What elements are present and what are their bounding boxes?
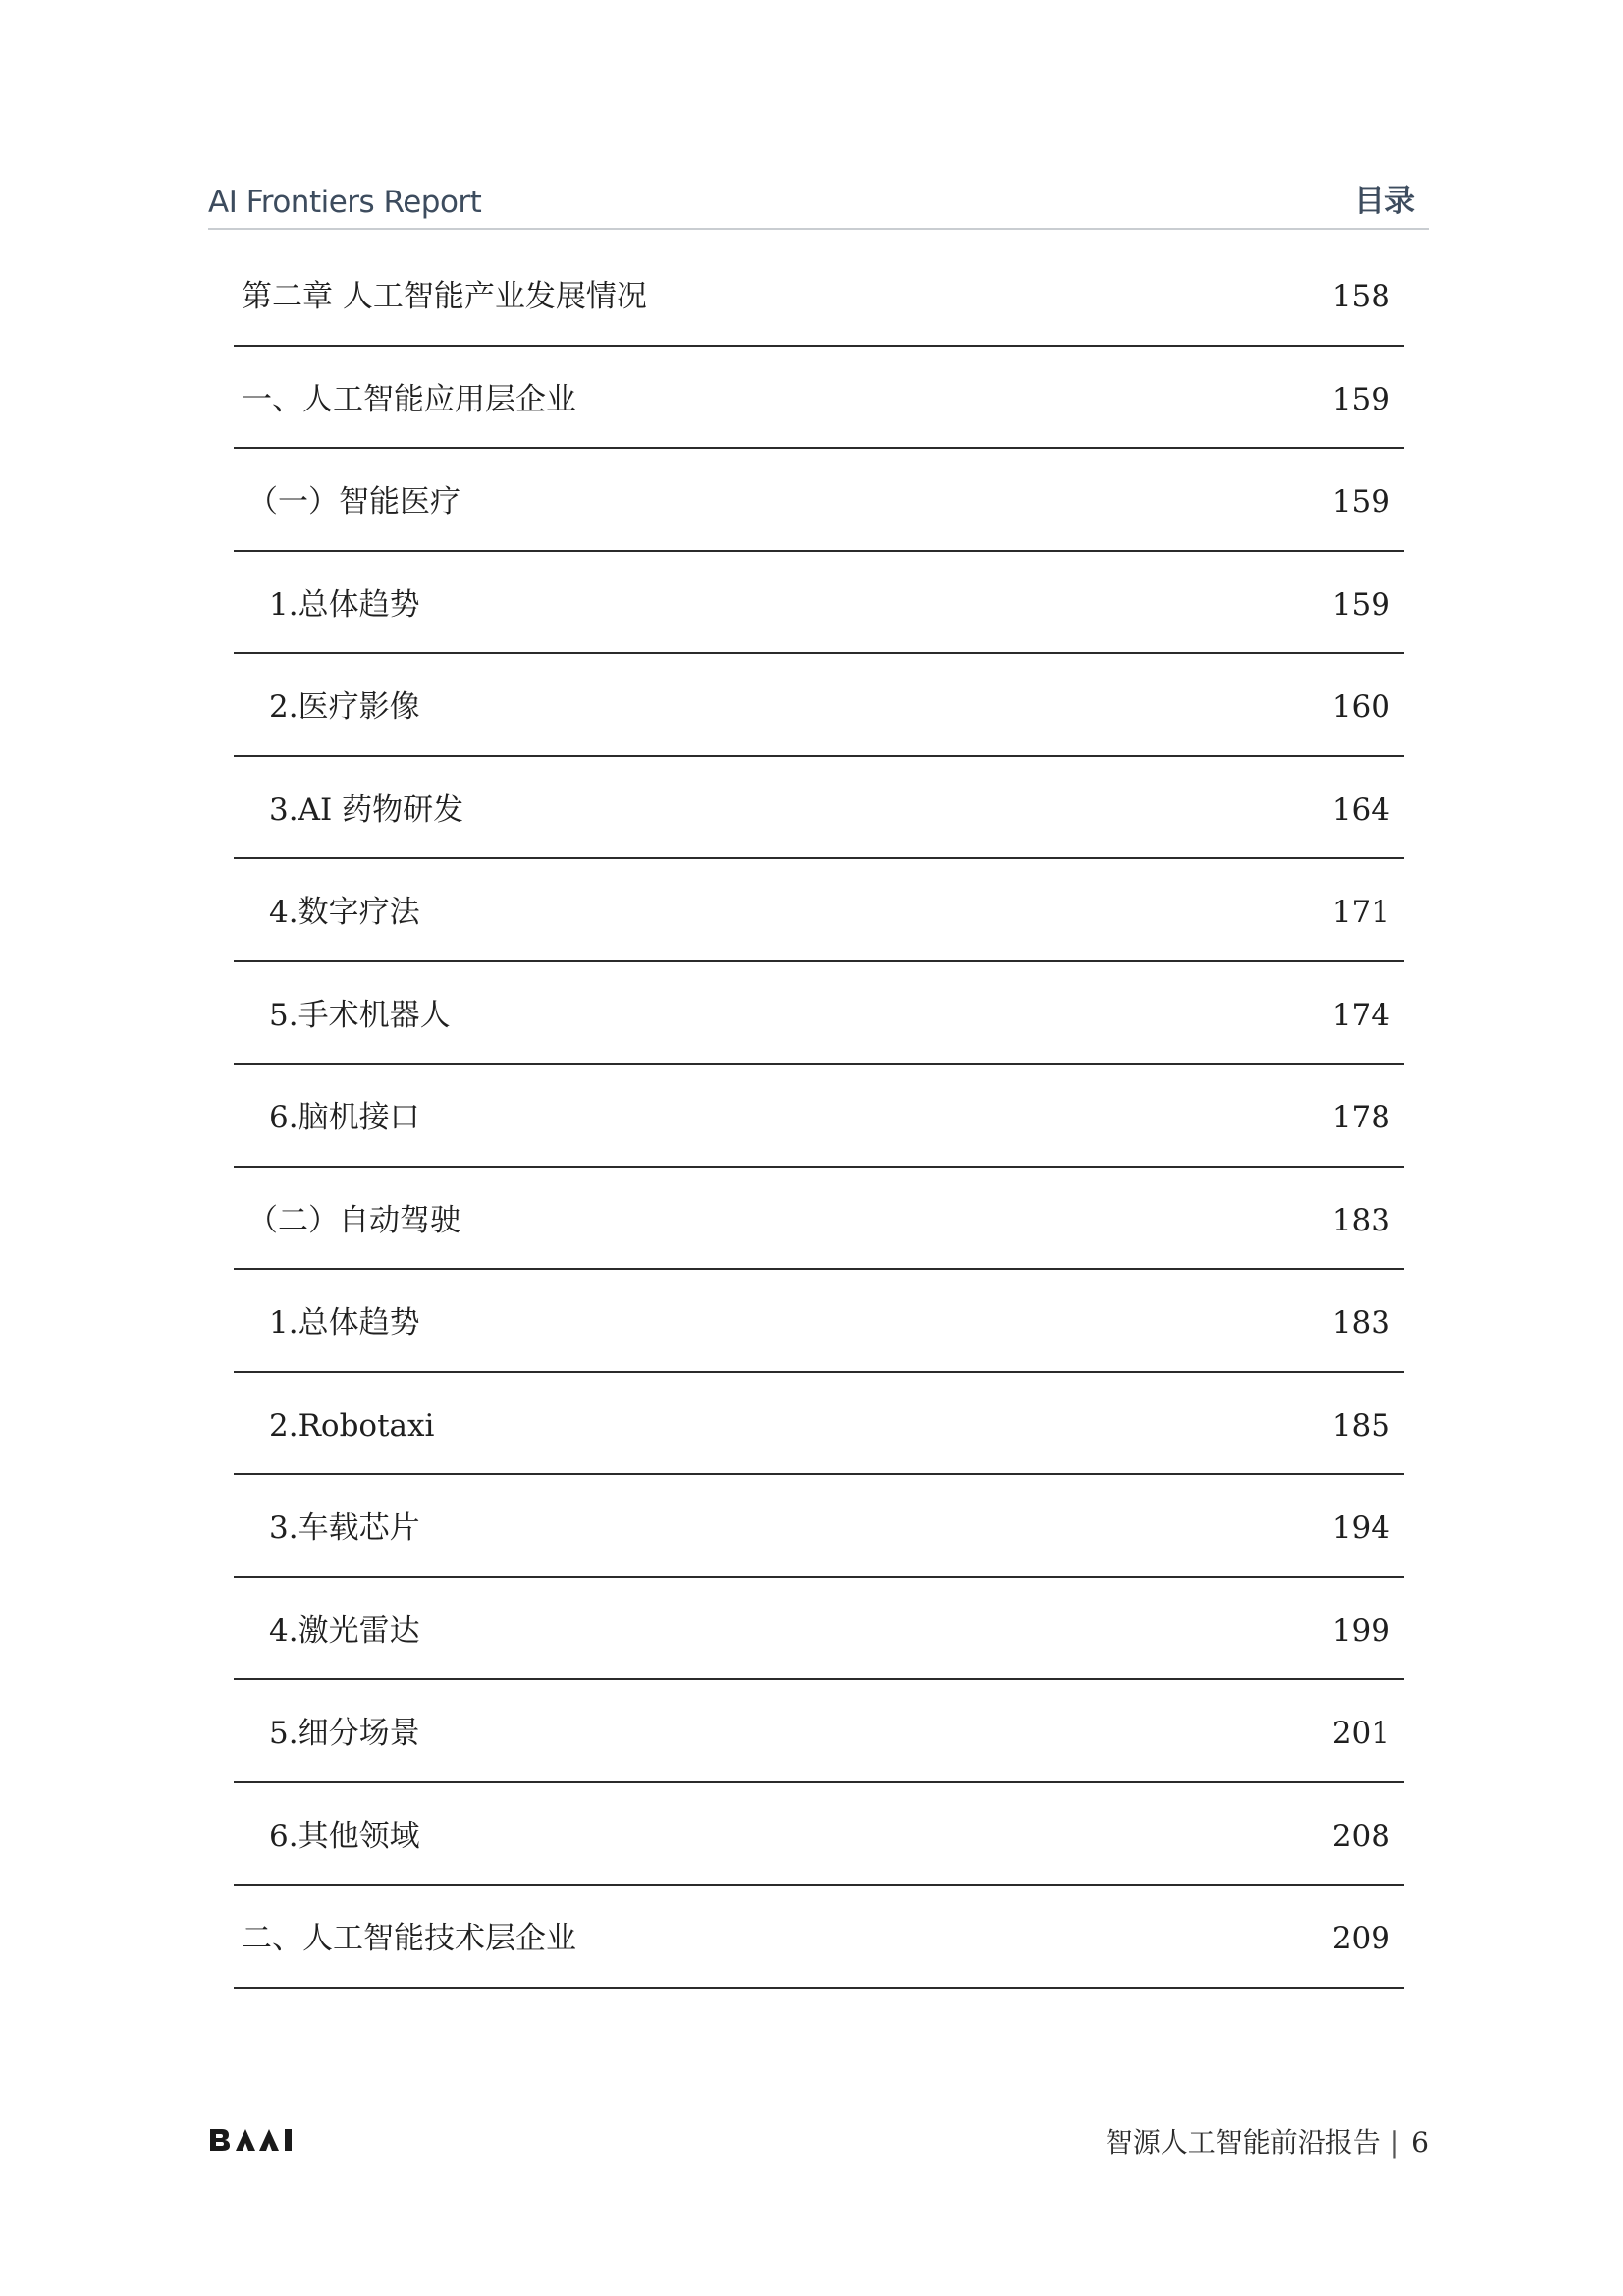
- toc-entry[interactable]: [234, 962, 1404, 1066]
- toc-entry-title: 一、人工智能应用层企业: [242, 381, 576, 417]
- page-header: [208, 175, 1429, 230]
- toc-entry-title: 3.AI 药物研发: [269, 792, 464, 828]
- toc-entry-title: 第二章 人工智能产业发展情况: [242, 279, 647, 314]
- toc-entry-title: 1.总体趋势: [269, 1305, 420, 1340]
- table-of-contents: [234, 244, 1404, 1989]
- toc-entry-page-number: 159: [1331, 381, 1390, 417]
- toc-entry-page-number: 183: [1331, 1202, 1390, 1238]
- toc-entry[interactable]: [234, 449, 1404, 552]
- toc-entry[interactable]: [234, 347, 1404, 450]
- toc-entry[interactable]: [234, 1578, 1404, 1681]
- toc-entry-title: 6.脑机接口: [269, 1100, 420, 1135]
- toc-entry-page-number: 171: [1331, 895, 1390, 930]
- footer-separator: |: [1389, 2126, 1400, 2159]
- toc-entry-title: 4.数字疗法: [269, 895, 420, 930]
- toc-entry[interactable]: [234, 859, 1404, 962]
- page-number: 6: [1411, 2126, 1429, 2159]
- toc-entry[interactable]: [234, 757, 1404, 860]
- toc-entry[interactable]: [234, 1475, 1404, 1578]
- toc-entry-title: 2.医疗影像: [269, 689, 420, 725]
- toc-entry[interactable]: [234, 1886, 1404, 1989]
- section-title: 目录: [1354, 184, 1415, 219]
- report-title: AI Frontiers Report: [208, 185, 482, 220]
- toc-entry-title: 3.车载芯片: [269, 1510, 420, 1546]
- footer-report-name: 智源人工智能前沿报告: [1105, 2126, 1380, 2159]
- toc-entry-title: 二、人工智能技术层企业: [242, 1921, 576, 1956]
- toc-entry-page-number: 208: [1331, 1818, 1390, 1854]
- toc-entry-title: （二）自动驾驶: [247, 1202, 460, 1238]
- toc-entry-page-number: 158: [1331, 279, 1390, 314]
- toc-entry-page-number: 159: [1331, 484, 1390, 519]
- toc-entry-page-number: 160: [1331, 689, 1390, 725]
- toc-entry-page-number: 159: [1331, 586, 1390, 623]
- toc-entry-page-number: 174: [1331, 997, 1390, 1033]
- toc-entry-page-number: 209: [1331, 1921, 1390, 1956]
- toc-entry[interactable]: [234, 1373, 1404, 1476]
- toc-entry[interactable]: [234, 1783, 1404, 1886]
- toc-entry[interactable]: [234, 654, 1404, 757]
- toc-entry[interactable]: [234, 244, 1404, 347]
- toc-entry-page-number: 178: [1331, 1100, 1390, 1135]
- toc-entry-title: 4.激光雷达: [269, 1613, 420, 1649]
- toc-entry-page-number: 183: [1331, 1305, 1390, 1340]
- toc-entry[interactable]: [234, 1065, 1404, 1168]
- baai-logo: [208, 2127, 306, 2153]
- toc-entry[interactable]: [234, 1680, 1404, 1783]
- toc-entry-title: 5.细分场景: [269, 1716, 420, 1751]
- toc-entry-page-number: 164: [1331, 792, 1390, 828]
- toc-entry-title: 1.总体趋势: [269, 586, 420, 623]
- toc-entry-title: 5.手术机器人: [269, 997, 451, 1033]
- toc-entry-page-number: 194: [1331, 1510, 1390, 1546]
- toc-entry-title: 2.Robotaxi: [269, 1407, 435, 1444]
- toc-entry[interactable]: [234, 552, 1404, 655]
- toc-entry-page-number: 201: [1331, 1716, 1390, 1751]
- page-footer: [1106, 2121, 1429, 2160]
- toc-entry[interactable]: [234, 1168, 1404, 1271]
- toc-entry-title: （一）智能医疗: [247, 484, 460, 519]
- toc-entry-title: 6.其他领域: [269, 1818, 420, 1854]
- toc-entry[interactable]: [234, 1270, 1404, 1373]
- toc-entry-page-number: 185: [1331, 1407, 1390, 1444]
- toc-entry-page-number: 199: [1331, 1613, 1390, 1649]
